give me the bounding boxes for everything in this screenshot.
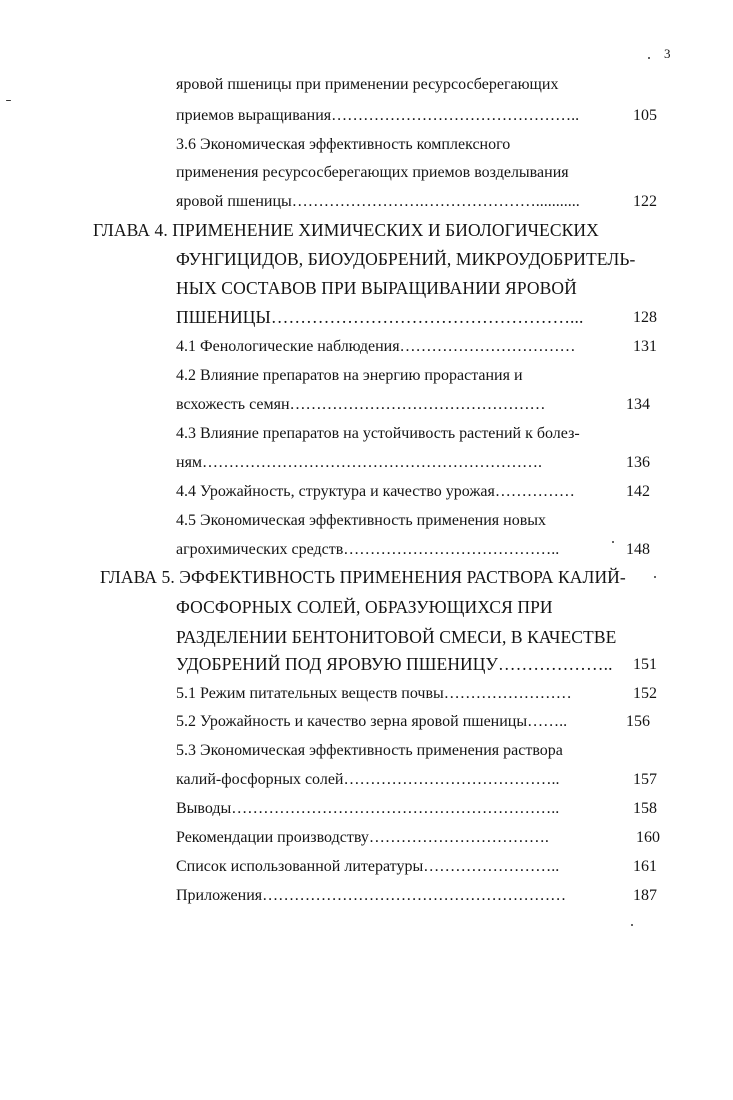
toc-line: Список использованной литературы…………………….. — [176, 858, 560, 875]
scan-speck — [612, 541, 614, 543]
toc-line: приемов выращивания……………………………………….. — [176, 107, 580, 124]
toc-line: 4.2 Влияние препаратов на энергию прорастания и — [176, 367, 523, 384]
toc-page-number: 131 — [633, 338, 657, 355]
toc-line: 4.5 Экономическая эффективность применения новых — [176, 512, 547, 529]
toc-page-number: 136 — [626, 454, 650, 471]
scan-speck — [6, 100, 11, 101]
toc-page-number: 160 — [636, 829, 660, 846]
chapter-heading: ФУНГИЦИДОВ, БИОУДОБРЕНИЙ, МИКРОУДОБРИТЕЛЬ- — [176, 249, 636, 269]
chapter-heading: ФОСФОРНЫХ СОЛЕЙ, ОБРАЗУЮЩИХСЯ ПРИ — [176, 597, 553, 617]
toc-line: яровой пшеницы при применении ресурсосберегающих — [176, 76, 559, 93]
toc-line: агрохимических средств………………………………….. — [176, 541, 560, 558]
toc-line: 5.3 Экономическая эффективность применения раствора — [176, 742, 563, 759]
toc-page-number: 148 — [626, 541, 650, 558]
toc-line: 4.3 Влияние препаратов на устойчивость растений к болез- — [176, 425, 580, 442]
chapter-heading: ПШЕНИЦЫ……………………………………………... — [176, 307, 584, 327]
chapter-heading: РАЗДЕЛЕНИИ БЕНТОНИТОВОЙ СМЕСИ, В КАЧЕСТВЕ — [176, 627, 617, 647]
toc-page-number: 157 — [633, 771, 657, 788]
toc-line: применения ресурсосберегающих приемов возделывания — [176, 164, 569, 181]
toc-page-number: 128 — [633, 309, 657, 326]
toc-page-number: 134 — [626, 396, 650, 413]
chapter-heading: ГЛАВА 5. ЭФФЕКТИВНОСТЬ ПРИМЕНЕНИЯ РАСТВОРА КАЛИЙ- — [100, 567, 626, 587]
toc-page-number: 142 — [626, 483, 650, 500]
chapter-heading: УДОБРЕНИЙ ПОД ЯРОВУЮ ПШЕНИЦУ……………….. — [176, 654, 613, 674]
scan-speck — [631, 924, 633, 926]
toc-page-number: 156 — [626, 713, 650, 730]
toc-page-number: 151 — [633, 656, 657, 673]
toc-page-number: 105 — [633, 107, 657, 124]
toc-line: 5.1 Режим питательных веществ почвы…………………… — [176, 685, 572, 702]
toc-line: калий-фосфорных солей………………………………….. — [176, 771, 560, 788]
toc-line: всхожесть семян………………………………………… — [176, 396, 546, 413]
toc-line: Рекомендации производству……………………………. — [176, 829, 549, 846]
toc-page-number: 187 — [633, 887, 657, 904]
chapter-heading: НЫХ СОСТАВОВ ПРИ ВЫРАЩИВАНИИ ЯРОВОЙ — [176, 278, 577, 298]
toc-page-number: 152 — [633, 685, 657, 702]
page-number: 3 — [664, 46, 671, 61]
toc-line: яровой пшеницы…………………….…………………........... — [176, 193, 580, 210]
toc-line: 4.4 Урожайность, структура и качество урожая…………… — [176, 483, 575, 500]
toc-line: Выводы…………………………………………………….. — [176, 800, 560, 817]
scan-speck — [654, 576, 656, 578]
toc-page-number: 122 — [633, 193, 657, 210]
chapter-heading: ГЛАВА 4. ПРИМЕНЕНИЕ ХИМИЧЕСКИХ И БИОЛОГИЧЕСКИХ — [93, 220, 599, 240]
toc-page-number: 158 — [633, 800, 657, 817]
toc-line: 5.2 Урожайность и качество зерна яровой пшеницы…….. — [176, 713, 568, 730]
toc-line: Приложения………………………………………………… — [176, 887, 567, 904]
toc-line: 4.1 Фенологические наблюдения…………………………… — [176, 338, 576, 355]
toc-page-number: 161 — [633, 858, 657, 875]
toc-line: 3.6 Экономическая эффективность комплексного — [176, 136, 511, 153]
toc-line: ням………………………………………………………. — [176, 454, 543, 471]
scan-speck — [648, 57, 650, 59]
